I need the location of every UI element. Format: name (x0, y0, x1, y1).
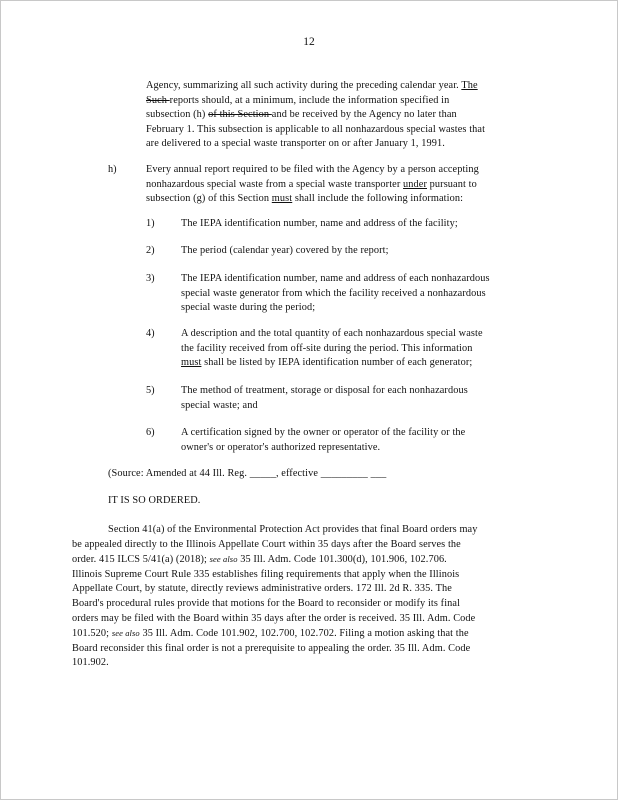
text-line: and be received by the Agency no later than (271, 109, 457, 121)
text-line: shall include the following information: (292, 193, 464, 205)
text-line: 101.902. (72, 657, 109, 669)
page-number: 12 (303, 36, 315, 48)
text-line: shall be listed by IEPA identification number of each generator; (201, 357, 473, 369)
text-line: A certification signed by the owner or operator of the facility or the (181, 427, 466, 438)
text-line: the facility received from off-site during the period. This information (181, 342, 473, 354)
text-line: orders may be filed with the Board within 35 days after the order is received. 35 Ill. Adm. Code (72, 612, 476, 624)
deleted-text: of this Section (208, 109, 272, 121)
item-number: 1) (146, 218, 155, 229)
item-number: 3) (146, 273, 155, 284)
text-line: pursuant to (427, 178, 477, 190)
deleted-text: Such (146, 94, 170, 106)
list-item (181, 217, 526, 232)
text-line: special waste generator from which the facility received a nonhazardous (181, 287, 486, 299)
citation-signal: see also (111, 628, 140, 639)
text-line: reports should, at a minimum, include the information specified in (169, 94, 450, 106)
text-line: 35 Ill. Adm. Code 101.902, 102.700, 102.702. Filing a motion asking that the (139, 628, 469, 640)
item-number: 6) (146, 427, 155, 438)
inserted-text: must (271, 193, 293, 205)
text-line: subsection (g) of this Section (146, 193, 272, 205)
text-line: Appellate Court, by statute, directly reviews administrative orders. 172 Ill. 2d R. 335. The (72, 583, 452, 595)
text-line: The period (calendar year) covered by the report; (181, 245, 389, 256)
list-item (181, 426, 506, 455)
list-item (181, 327, 523, 371)
citation-signal: see also (209, 554, 238, 565)
text-line: The IEPA identification number, name and address of each nonhazardous (181, 273, 490, 284)
source-note: (Source: Amended at 44 Ill. Reg. _____, effective _________ ___ (108, 468, 387, 479)
text-line: Illinois Supreme Court Rule 335 establishes filing requirements that apply when the Illinois (72, 568, 460, 580)
text-line: owner's or operator's authorized representative. (181, 441, 381, 453)
item-number: 5) (146, 385, 155, 396)
text-line: The IEPA identification number, name and address of the facility; (181, 218, 458, 229)
order-statement: IT IS SO ORDERED. (108, 495, 201, 506)
text-line: order. 415 ILCS 5/41(a) (2018); (72, 554, 210, 566)
text-line: A description and the total quantity of each nonhazardous special waste (181, 328, 483, 339)
item-number: 4) (146, 328, 155, 339)
text-line: special waste; and (181, 399, 258, 411)
text-line: special waste during the period; (181, 302, 316, 314)
inserted-text: under (403, 178, 427, 190)
text-line: Agency, summarizing all such activity during the preceding calendar year. (146, 80, 462, 91)
text-line: Every annual report required to be filed with the Agency by a person accepting (146, 164, 479, 175)
section-h-paragraph (146, 163, 522, 207)
text-line: be appealed directly to the Illinois Appellate Court within 35 days after the Board serves the (72, 538, 461, 550)
text-line: subsection (h) (146, 109, 209, 121)
text-line: are delivered to a special waste transporter on or after January 1, 1991. (146, 138, 445, 150)
section-label: h) (108, 164, 117, 175)
closing-paragraph (72, 523, 530, 671)
list-item (181, 384, 499, 413)
text-line: Section 41(a) of the Environmental Protection Act provides that final Board orders may (108, 524, 478, 535)
inserted-text: The (461, 80, 478, 91)
item-number: 2) (146, 245, 155, 256)
list-item (181, 272, 519, 316)
list-item (181, 244, 526, 259)
text-line: The method of treatment, storage or disposal for each nonhazardous (181, 385, 468, 396)
text-line: February 1. This subsection is applicable to all nonhazardous special wastes that (146, 123, 486, 135)
continued-paragraph (146, 79, 534, 152)
text-line: nonhazardous special waste from a special waste transporter (146, 178, 404, 190)
text-line: 35 Ill. Adm. Code 101.300(d), 101.906, 102.706. (237, 554, 447, 566)
text-line: Board reconsider this final order is not a prerequisite to appealing the order. 35 Ill. Adm. Code (72, 642, 471, 654)
text-line: 101.520; (72, 628, 112, 640)
text-line: Board's procedural rules provide that motions for the Board to reconsider or modify its final (72, 597, 461, 609)
inserted-text: must (181, 357, 202, 369)
